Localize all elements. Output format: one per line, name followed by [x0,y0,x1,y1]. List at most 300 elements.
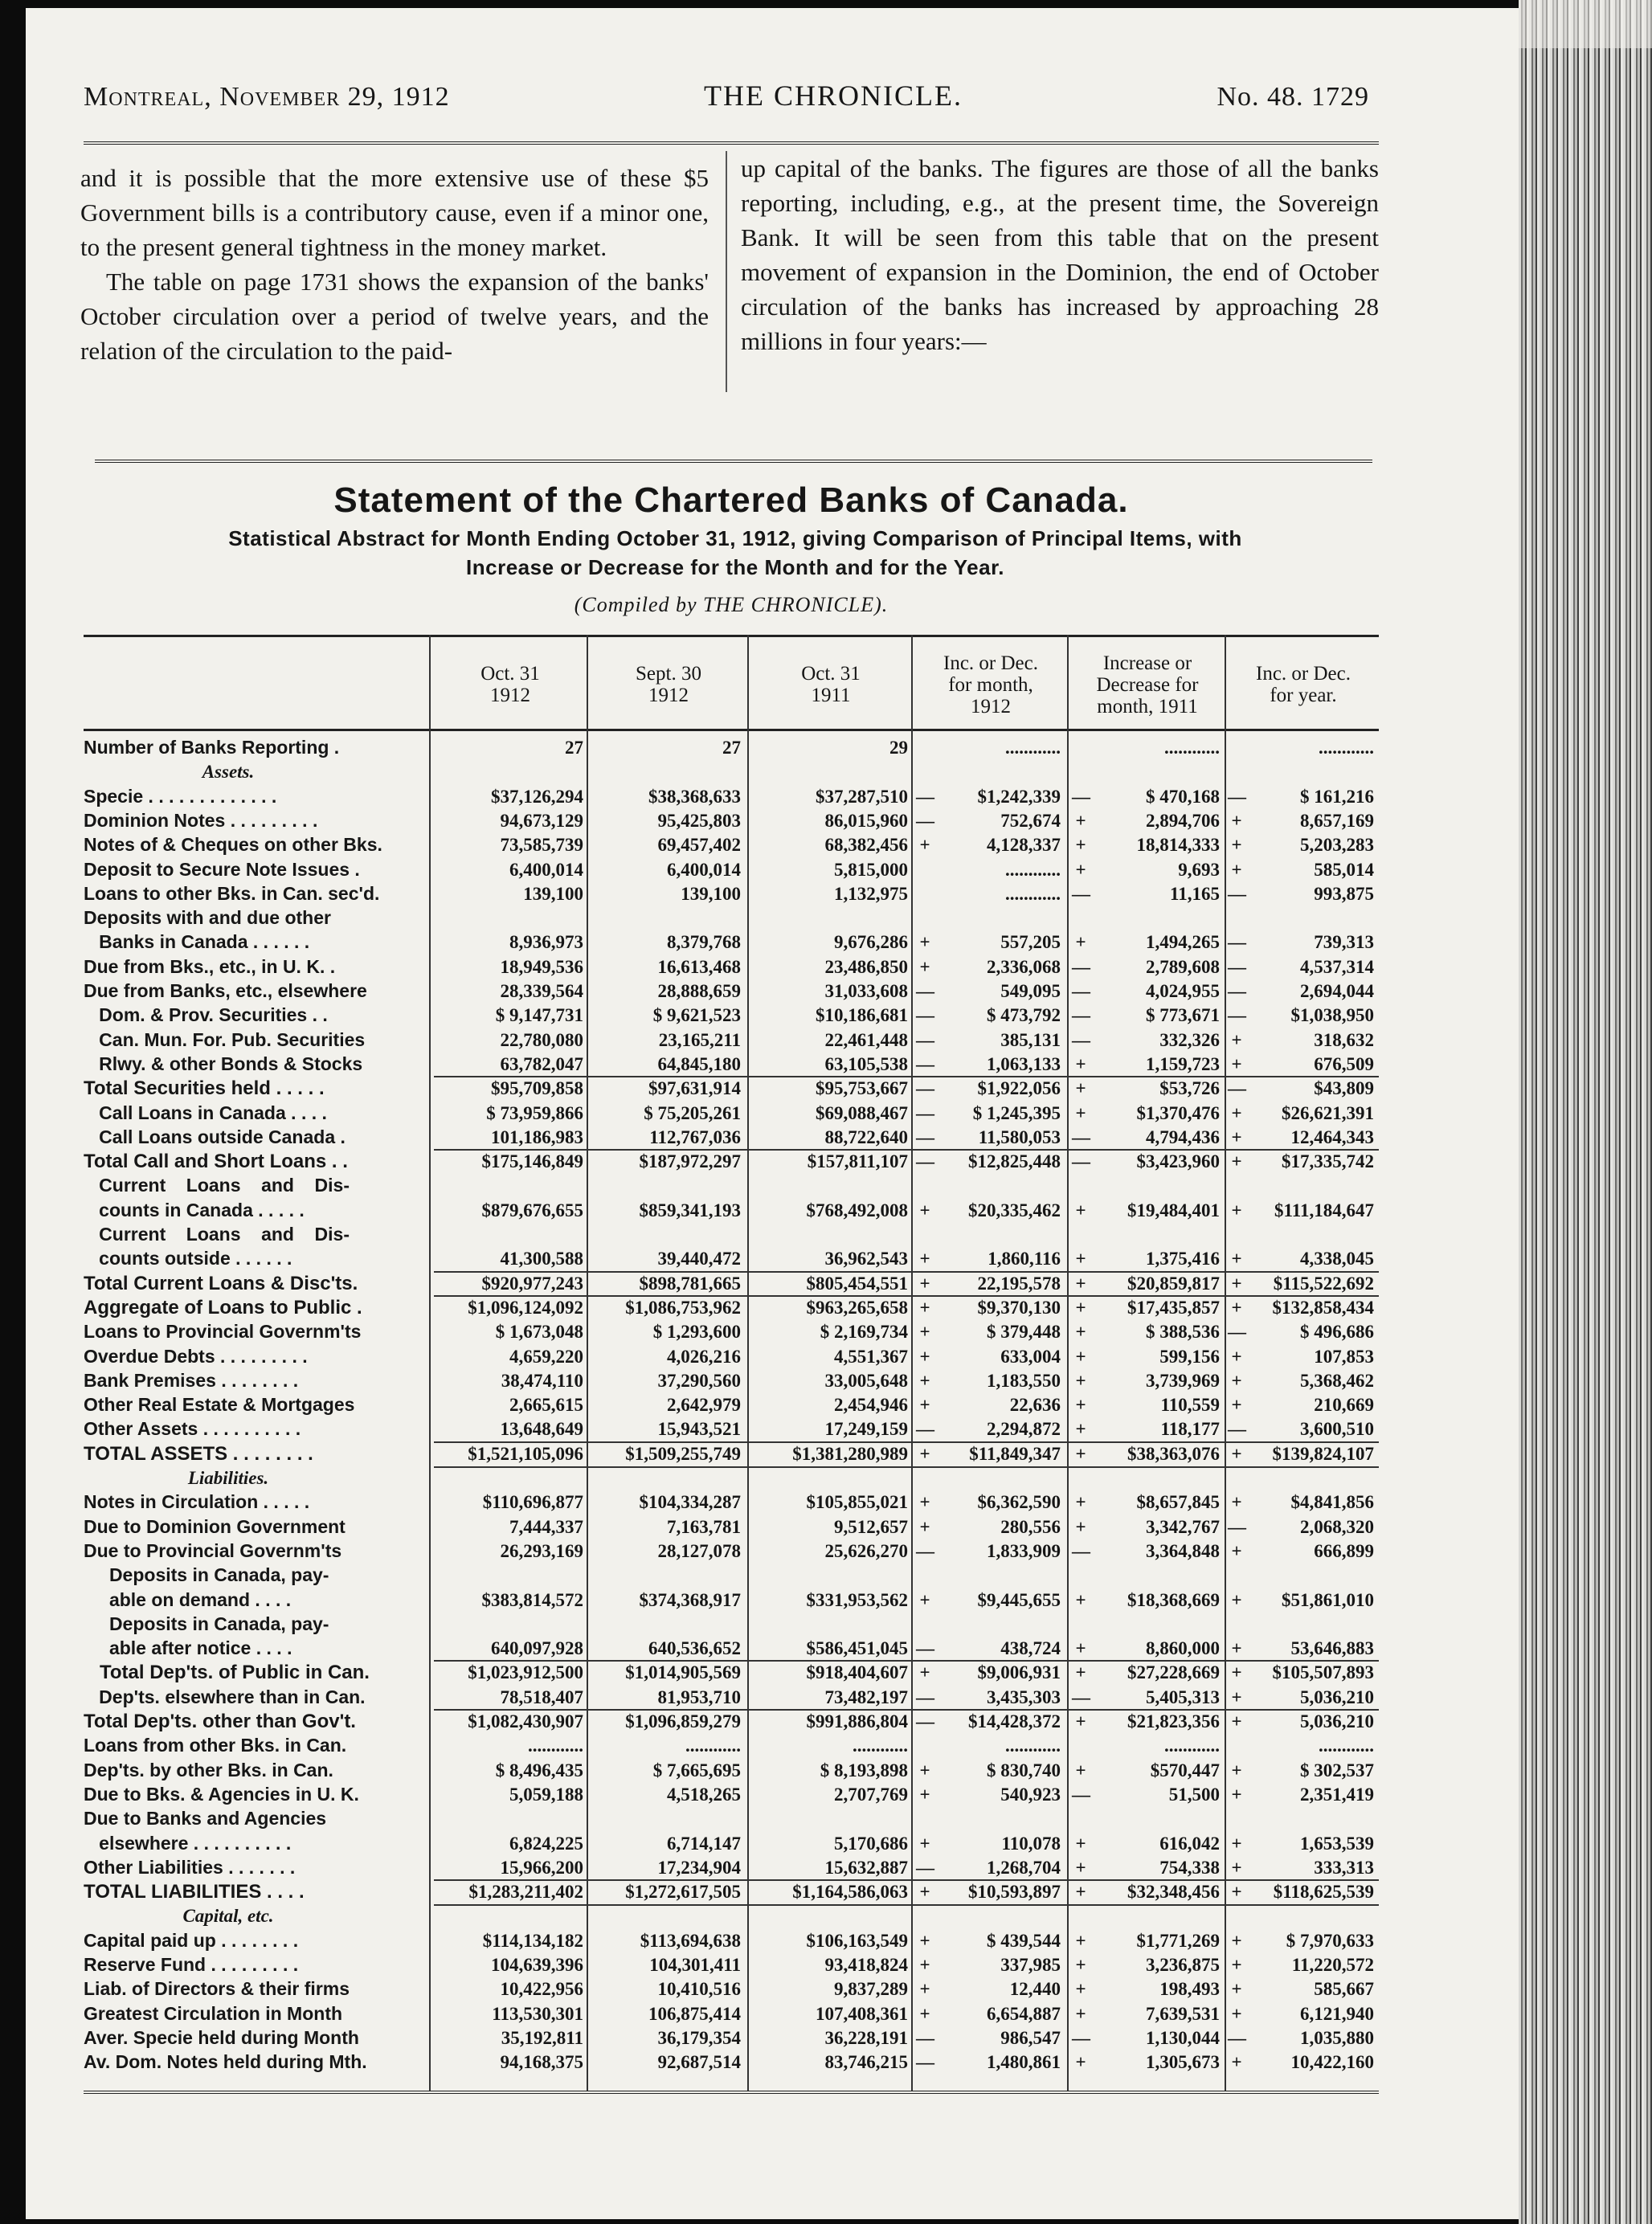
cell-value: $114,134,182 [482,1930,583,1951]
change-sign: — [1072,1540,1090,1561]
table-row [84,1785,1379,1809]
change-value: 3,364,848 [1146,1540,1220,1561]
change-sign: + [1075,1395,1086,1416]
change-sign: + [1231,1273,1242,1294]
change-sign: — [1228,1419,1246,1440]
change-sign: + [1231,1930,1242,1951]
cell-value: $ 7,665,695 [652,1760,741,1780]
cell-value: $918,404,607 [806,1662,908,1683]
cell-value: 2,454,946 [834,1395,908,1416]
cell-value: 640,536,652 [648,1638,741,1659]
table-row [84,1858,1379,1882]
row-label: Dom. & Prov. Securities . . [84,1005,328,1026]
row-label: counts outside . . . . . . [84,1249,292,1269]
change-sign: + [1231,1200,1242,1220]
page-stack-edge [1519,0,1652,2224]
row-label: Total Dep'ts. of Public in Can. [84,1662,370,1683]
table-row [84,1614,1379,1638]
change-sign: + [919,932,930,953]
change-value: $1,038,950 [1290,1005,1374,1026]
section-rule [95,460,1372,463]
cell-value: $1,509,255,749 [625,1443,741,1464]
cell-value: $37,287,510 [816,786,908,807]
change-value: 3,600,510 [1300,1419,1374,1440]
change-value: $ 1,245,395 [972,1102,1061,1123]
total-rule [434,1441,1379,1443]
change-sign: + [919,1955,930,1975]
change-value: 1,494,265 [1146,932,1220,953]
table-row [84,835,1379,859]
intro-paragraph: and it is possible that the more extensive use of these $5 Government bills is a contributory cause, even if a minor one, to the present general tightness in the money market. [80,164,709,261]
change-value: 6,121,940 [1300,2003,1374,2024]
change-value: ............ [1164,738,1220,758]
change-sign: — [916,1029,934,1050]
change-value: 1,268,704 [987,1857,1061,1878]
change-value: 22,636 [1009,1395,1061,1416]
column-header-line: for month, [948,673,1033,696]
change-value: 993,875 [1314,883,1374,904]
change-value: $ 473,792 [987,1005,1061,1026]
column-header [914,637,1067,729]
change-sign: + [1231,1249,1242,1269]
cell-value: 63,105,538 [824,1053,908,1074]
cell-value: 23,165,211 [658,1029,741,1050]
change-sign: + [919,1492,930,1513]
compiled-credit: (Compiled by THE CHRONICLE). [574,593,889,616]
running-header [84,56,1369,112]
change-sign: + [1075,1662,1086,1683]
change-value: ............ [1319,738,1374,758]
cell-value: 5,815,000 [834,859,908,880]
table-row [84,1517,1379,1541]
change-value: $10,593,897 [968,1882,1061,1903]
row-label: Total Dep'ts. other than Gov't. [84,1711,356,1731]
change-sign: + [1075,1857,1086,1878]
cell-value: $374,368,917 [639,1589,741,1610]
row-label: Can. Mun. For. Pub. Securities [84,1029,366,1050]
table-row [84,1419,1379,1443]
change-value: 3,236,875 [1146,1955,1220,1975]
change-sign: + [1231,1833,1242,1854]
cell-value: $95,709,858 [491,1078,583,1099]
change-sign: + [1231,1492,1242,1513]
change-sign: + [1231,1882,1242,1903]
change-sign: + [1075,1200,1086,1220]
change-value: 2,351,419 [1300,1784,1374,1805]
change-value: $1,370,476 [1136,1102,1220,1123]
section-label: Assets. [202,762,255,783]
column-divider [726,151,727,392]
change-sign: — [1072,1151,1090,1172]
total-row [84,1273,1379,1298]
cell-value: 6,824,225 [509,1833,583,1854]
row-label: Notes of & Cheques on other Bks. [84,835,382,856]
cell-value: 8,936,973 [509,932,583,953]
row-label: Current Loans and Dis- [84,1224,350,1245]
change-sign: + [1231,1662,1242,1683]
cell-value: $1,096,124,092 [468,1297,583,1318]
cell-value: 68,382,456 [824,835,908,856]
change-sign: + [1231,1102,1242,1123]
change-sign: + [919,1516,930,1537]
total-rule [434,1879,1379,1881]
total-rule [434,1076,1379,1077]
change-sign: + [919,1297,930,1318]
change-sign: + [919,1979,930,2000]
table-row [84,1103,1379,1127]
change-sign: + [1075,1882,1086,1903]
row-label: Dominion Notes . . . . . . . . . [84,810,318,831]
cell-value: $106,163,549 [806,1930,908,1951]
row-label: Due to Dominion Government [84,1516,346,1537]
change-sign: + [1231,1760,1242,1780]
change-value: 4,537,314 [1300,956,1374,977]
change-value: 3,739,969 [1146,1370,1220,1391]
change-sign: — [916,2052,934,2073]
cell-value: $ 1,293,600 [652,1322,741,1343]
bank-statement-table [84,635,1379,2129]
change-sign: + [1075,1102,1086,1123]
change-value: $1,922,056 [977,1078,1061,1099]
change-sign: + [1231,1857,1242,1878]
cell-value: 17,234,904 [657,1857,741,1878]
cell-value: 8,379,768 [667,932,741,953]
row-label: Due to Provincial Governm'ts [84,1540,342,1561]
change-sign: + [919,1662,930,1683]
row-label: Due from Banks, etc., elsewhere [84,981,367,1001]
row-label: Call Loans outside Canada . [84,1126,346,1147]
cell-value: $110,696,877 [482,1492,583,1513]
change-value: $115,522,692 [1273,1273,1374,1294]
cell-value: ............ [685,1735,741,1756]
change-value: 2,336,068 [987,956,1061,977]
change-value: 5,405,313 [1146,1686,1220,1707]
cell-value: $991,886,804 [806,1711,908,1731]
cell-value: 28,888,659 [657,981,741,1001]
table-row [84,1395,1379,1419]
row-label: Av. Dom. Notes held during Mth. [84,2052,367,2073]
intro-left-column [80,161,709,368]
change-sign: + [1075,1443,1086,1464]
column-header-line: Decrease for [1096,673,1199,696]
change-value: 2,694,044 [1300,981,1374,1001]
change-sign: + [1231,1638,1242,1659]
header-rule [84,141,1379,145]
change-value: 51,500 [1168,1784,1220,1805]
change-sign: — [1072,883,1090,904]
table-row [84,1492,1379,1516]
change-value: 557,205 [1000,932,1061,953]
table-row [84,811,1379,835]
change-sign: + [919,1200,930,1220]
row-label: Deposits with and due other [84,908,331,929]
change-sign: + [919,1882,930,1903]
change-value: 1,653,539 [1300,1833,1374,1854]
column-header-line: month, 1911 [1097,695,1198,717]
change-sign: — [916,981,934,1001]
cell-value: 23,486,850 [824,956,908,977]
cell-value: $1,086,753,962 [625,1297,741,1318]
change-value: 4,024,955 [1146,981,1220,1001]
change-value: 1,833,909 [987,1540,1061,1561]
change-sign: + [1075,1711,1086,1731]
change-value: 540,923 [1000,1784,1061,1805]
table-row [84,1735,1379,1760]
header-dateline: Montreal, November 29, 1912 [84,82,450,112]
change-sign: — [1228,932,1246,953]
change-value: $139,824,107 [1272,1443,1374,1464]
cell-value: $1,014,905,569 [625,1662,741,1683]
change-sign: — [1228,1516,1246,1537]
cell-value: 28,339,564 [500,981,583,1001]
change-sign: — [916,1053,934,1074]
change-value: 1,183,550 [987,1370,1061,1391]
change-sign: + [1231,1711,1242,1731]
cell-value: 6,400,014 [667,859,741,880]
change-sign: + [1231,1053,1242,1074]
row-label: TOTAL ASSETS . . . . . . . . [84,1443,313,1464]
table-row [84,2004,1379,2028]
change-sign: — [916,1686,934,1707]
row-label: Deposit to Secure Note Issues . [84,859,360,880]
table-row [84,1541,1379,1565]
change-value: 739,313 [1314,932,1374,953]
change-value: 332,326 [1159,1029,1220,1050]
row-label: Dep'ts. elsewhere than in Can. [84,1686,366,1707]
change-value: 18,814,333 [1136,835,1220,856]
change-sign: + [1075,1955,1086,1975]
cell-value: 31,033,608 [824,981,908,1001]
change-sign: + [1231,810,1242,831]
total-row [84,1711,1379,1735]
cell-value: 83,746,215 [824,2052,908,2073]
change-sign: + [1075,1249,1086,1269]
cell-value: 15,632,887 [824,1857,908,1878]
change-sign: — [916,1857,934,1878]
column-header [1070,637,1225,729]
column-header-line: Oct. 31 [801,663,861,685]
row-label: Deposits in Canada, pay- [84,1565,329,1586]
change-value: 9,693 [1178,859,1220,880]
change-sign: — [916,1102,934,1123]
change-value: 599,156 [1159,1346,1220,1367]
cell-value: 25,626,270 [824,1540,908,1561]
total-row [84,1882,1379,1906]
change-sign: + [1075,1273,1086,1294]
change-value: $19,484,401 [1127,1200,1220,1220]
change-value: 333,313 [1314,1857,1374,1878]
cell-value: 27 [565,738,583,758]
row-label: able after notice . . . . [84,1638,292,1659]
change-sign: + [919,2003,930,2024]
cell-value: 5,059,188 [509,1784,583,1805]
change-value: 5,036,210 [1300,1711,1374,1731]
cell-value: $ 2,169,734 [820,1322,908,1343]
change-sign: + [1075,835,1086,856]
table-row [84,1590,1379,1614]
change-value: $ 470,168 [1146,786,1220,807]
table-bottom-rule [84,2091,1379,2094]
cell-value: 63,782,047 [500,1053,583,1074]
change-sign: + [1231,859,1242,880]
change-sign: + [919,1589,930,1610]
column-header-line: 1912 [490,685,530,706]
table-row [84,738,1379,762]
cell-value: 94,673,129 [500,810,583,831]
row-label: Greatest Circulation in Month [84,2003,343,2024]
change-value: 2,294,872 [987,1419,1061,1440]
change-sign: + [1075,1760,1086,1780]
table-header [84,635,1379,731]
cell-value: 26,293,169 [500,1540,583,1561]
intro-right-column [741,151,1379,358]
row-label: Loans from other Bks. in Can. [84,1735,347,1756]
change-sign: — [1072,1784,1090,1805]
change-sign: — [916,1078,934,1099]
table-row [84,787,1379,811]
change-value: $27,228,669 [1127,1662,1220,1683]
cell-value: $383,814,572 [481,1589,583,1610]
table-row [84,1979,1379,2003]
cell-value: 36,962,543 [824,1249,908,1269]
row-label: Notes in Circulation . . . . . [84,1492,310,1513]
change-sign: + [1231,2052,1242,2073]
change-sign: + [1231,1955,1242,1975]
change-sign: + [1075,1297,1086,1318]
column-header-line: Sept. 30 [636,663,701,685]
change-value: 198,493 [1159,1979,1220,2000]
table-row [84,1005,1379,1029]
cell-value: $ 8,496,435 [495,1760,583,1780]
cell-value: $187,972,297 [639,1151,741,1172]
table-row [84,1200,1379,1224]
change-sign: + [1231,1686,1242,1707]
cell-value: 92,687,514 [657,2052,741,2073]
change-sign: + [1075,1322,1086,1343]
change-sign: — [916,1005,934,1026]
change-value: $38,363,076 [1127,1443,1220,1464]
change-value: $53,726 [1159,1078,1220,1099]
change-value: $21,823,356 [1127,1711,1220,1731]
change-value: $1,242,339 [977,786,1061,807]
cell-value: $859,341,193 [639,1200,741,1220]
table-row [84,884,1379,908]
total-rule [434,1660,1379,1662]
row-label: Total Current Loans & Disc'ts. [84,1273,358,1294]
cell-value: 10,410,516 [657,1979,741,2000]
change-value: 2,789,608 [1146,956,1220,977]
table-row [84,1834,1379,1858]
change-value: 3,342,767 [1146,1516,1220,1537]
table-row [84,1224,1379,1249]
table-row [84,1249,1379,1273]
change-sign: — [1072,786,1090,807]
cell-value: 95,425,803 [657,810,741,831]
cell-value: $586,451,045 [806,1638,908,1659]
section-label: Liabilities. [187,1468,269,1488]
row-label: Aggregate of Loans to Public . [84,1297,362,1318]
table-row [84,981,1379,1005]
section-heading-row [84,1468,1379,1492]
table-row [84,1371,1379,1395]
change-sign: + [919,956,930,977]
change-value: 385,131 [1000,1029,1061,1050]
change-sign: + [1075,1346,1086,1367]
cell-value: 9,512,657 [834,1516,908,1537]
change-value: 549,095 [1000,981,1061,1001]
cell-value: 106,875,414 [648,2003,741,2024]
change-value: $9,006,931 [977,1662,1061,1683]
column-header-line: 1911 [811,685,851,706]
row-label: Number of Banks Reporting . [84,738,340,758]
cell-value: $768,492,008 [806,1200,908,1220]
total-rule [434,1271,1379,1273]
cell-value: $1,521,105,096 [468,1443,583,1464]
cell-value: 5,170,686 [834,1833,908,1854]
row-label: Reserve Fund . . . . . . . . . [84,1955,299,1975]
change-sign: + [919,1249,930,1269]
change-value: $20,859,817 [1127,1273,1220,1294]
cell-value: 4,659,220 [509,1346,583,1367]
cell-value: $105,855,021 [806,1492,908,1513]
row-label: Bank Premises . . . . . . . . [84,1370,299,1391]
subtitle-line: Increase or Decrease for the Month and for the Year. [466,555,1004,579]
change-sign: + [1231,1151,1242,1172]
cell-value: 29 [889,738,908,758]
cell-value: 139,100 [523,883,583,904]
cell-value: $104,334,287 [639,1492,741,1513]
table-row [84,1638,1379,1662]
change-value: 676,509 [1314,1053,1374,1074]
change-value: $ 379,448 [987,1322,1061,1343]
change-sign: — [916,2027,934,2048]
change-sign: + [1075,932,1086,953]
change-value: $20,335,462 [968,1200,1061,1220]
cell-value: $ 8,193,898 [820,1760,908,1780]
change-value: 1,860,116 [988,1249,1061,1269]
cell-value: 2,707,769 [834,1784,908,1805]
row-label: Liab. of Directors & their firms [84,1979,350,2000]
change-sign: — [916,1711,934,1731]
change-value: ............ [1005,859,1061,880]
change-value: $ 161,216 [1300,786,1374,807]
cell-value: 10,422,956 [500,1979,583,2000]
change-sign: + [1231,1346,1242,1367]
cell-value: $898,781,665 [639,1273,741,1294]
cell-value: ............ [528,1735,583,1756]
change-value: 616,042 [1159,1833,1220,1854]
row-label: elsewhere . . . . . . . . . . [84,1833,292,1854]
change-value: 8,860,000 [1146,1638,1220,1659]
change-value: $12,825,448 [968,1151,1061,1172]
change-value: 10,422,160 [1290,2052,1374,2073]
change-sign: — [1072,2027,1090,2048]
cell-value: $ 73,959,866 [486,1102,583,1123]
change-sign: — [1228,883,1246,904]
cell-value: 33,005,648 [824,1370,908,1391]
cell-value: $97,631,914 [648,1078,741,1099]
change-value: 1,159,723 [1146,1053,1220,1074]
change-sign: + [1231,1126,1242,1147]
change-sign: + [1231,1784,1242,1805]
change-value: 1,130,044 [1146,2027,1220,2048]
cell-value: 28,127,078 [657,1540,741,1561]
cell-value: 15,943,521 [657,1419,741,1440]
table-row [84,1030,1379,1054]
row-label: Current Loans and Dis- [84,1175,350,1196]
cell-value: 38,474,110 [501,1370,583,1391]
change-value: 5,036,210 [1300,1686,1374,1707]
